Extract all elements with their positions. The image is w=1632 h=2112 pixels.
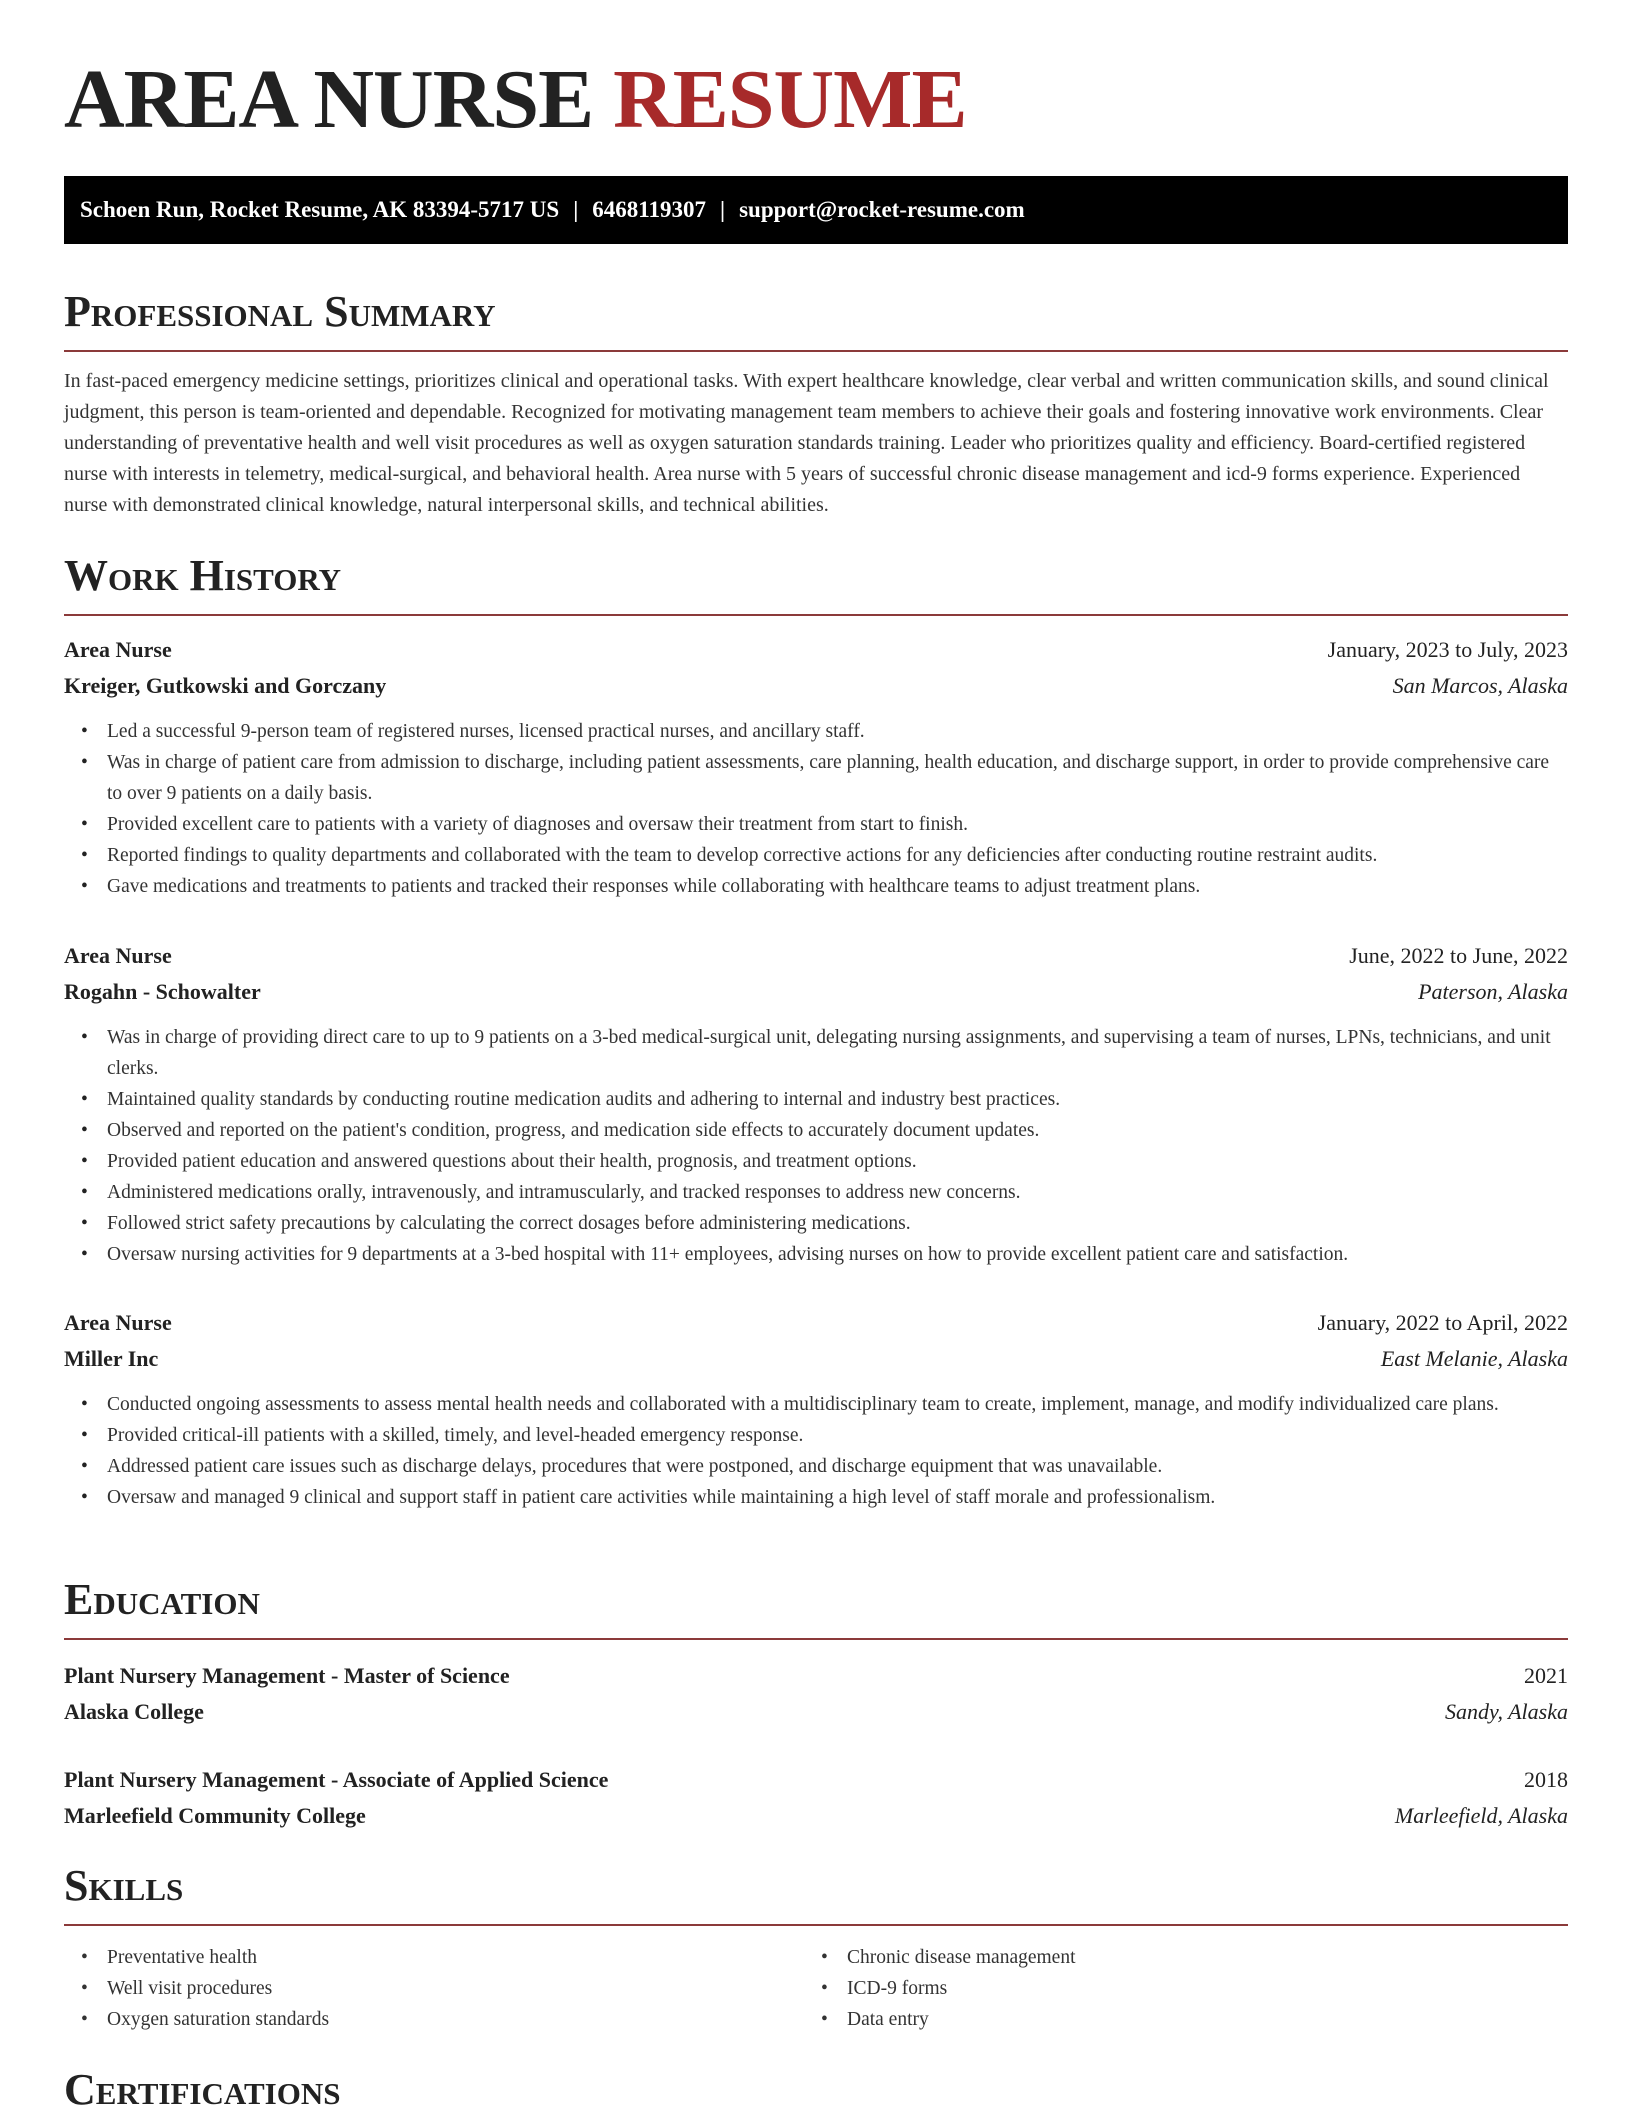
education-year: 2021 (1524, 1663, 1568, 1688)
list-item: • Oversaw and managed 9 clinical and support staff in patient care activities while maintaining a high level of staff morale and professionalism. (107, 1482, 1568, 1513)
list-item: • Provided patient education and answered questions about their health, prognosis, and treatment options. (107, 1146, 1568, 1177)
list-item: • Gave medications and treatments to patients and tracked their responses while collaborating with healthcare teams to adjust treatment plans. (107, 871, 1568, 902)
education-year: 2018 (1524, 1767, 1568, 1792)
list-item: • Preventative health (107, 1942, 764, 1973)
list-item: • Reported findings to quality departments and collaborated with the team to develop corrective actions for any deficiencies after conducting routine restraint audits. (107, 840, 1568, 871)
section-title-education: Education (64, 1575, 260, 1624)
contact-phone: 6468119307 (592, 197, 706, 222)
section-rule (64, 350, 1568, 352)
list-item: • Conducted ongoing assessments to assess mental health needs and collaborated with a multidisciplinary team to create, implement, manage, and modify individualized care plans. (107, 1389, 1568, 1420)
job-title: Area Nurse (64, 637, 172, 662)
job-dates: June, 2022 to June, 2022 (1349, 943, 1568, 968)
job-location: East Melanie, Alaska (1380, 1346, 1568, 1371)
contact-separator: | (720, 197, 726, 222)
skills-column-left (64, 1942, 764, 2035)
education-location: Marleefield, Alaska (1394, 1803, 1568, 1828)
title-main: AREA NURSE (64, 53, 594, 146)
job-bullets (64, 1022, 1568, 1270)
list-item: • Observed and reported on the patient's condition, progress, and medication side effects to accurately document updates. (107, 1115, 1568, 1146)
contact-email[interactable]: support@rocket-resume.com (739, 197, 1025, 222)
job-dates: January, 2023 to July, 2023 (1327, 637, 1568, 662)
list-item: • Led a successful 9-person team of registered nurses, licensed practical nurses, and ancillary staff. (107, 716, 1568, 747)
list-item: • Administered medications orally, intravenously, and intramuscularly, and tracked responses to address new concerns. (107, 1177, 1568, 1208)
list-item: • Was in charge of providing direct care to up to 9 patients on a 3-bed medical-surgical unit, delegating nursing assignments, and supervising a team of nurses, LPNs, technicians, and unit clerks. (107, 1022, 1568, 1084)
job-company: Miller Inc (64, 1346, 159, 1371)
education-school: Marleefield Community College (64, 1803, 366, 1828)
section-title-summary: Professional Summary (64, 287, 496, 336)
list-item: • Maintained quality standards by conducting routine medication audits and adhering to internal and industry best practices. (107, 1084, 1568, 1115)
section-title-skills: Skills (64, 1861, 184, 1910)
job-company: Kreiger, Gutkowski and Gorczany (64, 673, 387, 698)
section-rule (64, 1924, 1568, 1926)
list-item: • Provided excellent care to patients with a variety of diagnoses and oversaw their treatment from start to finish. (107, 809, 1568, 840)
list-item: • ICD-9 forms (847, 1973, 1504, 2004)
job-location: San Marcos, Alaska (1392, 673, 1568, 698)
contact-separator: | (573, 197, 579, 222)
job-bullets (64, 1389, 1568, 1513)
summary-text: In fast-paced emergency medicine settings, prioritizes clinical and operational tasks. With expert healthcare knowledge, clear verbal and written communication skills, and sound clinical judgment, this person is team-oriented and dependable. Recognized for motivating management team members to achieve their goals and fostering innovative work environments. Clear understanding of preventative health and well visit procedures as well as oxygen saturation standards training. Leader who prioritizes quality and efficiency. Board-certified registered nurse with interests in telemetry, medical-surgical, and behavioral health. Area nurse with 5 years of successful chronic disease management and icd-9 forms experience. Experienced nurse with demonstrated clinical knowledge, natural interpersonal skills, and technical abilities. (64, 370, 1549, 516)
job-entry (64, 938, 1568, 1270)
list-item: • Oversaw nursing activities for 9 departments at a 3-bed hospital with 11+ employees, advising nurses on how to provide excellent patient care and satisfaction. (107, 1239, 1568, 1270)
job-title: Area Nurse (64, 1310, 172, 1335)
list-item: • Followed strict safety precautions by calculating the correct dosages before administering medications. (107, 1208, 1568, 1239)
list-item: • Chronic disease management (847, 1942, 1504, 1973)
education-entry (64, 1658, 1568, 1730)
education-entry (64, 1762, 1568, 1834)
education-degree: Plant Nursery Management - Master of Science (64, 1663, 510, 1688)
education-location: Sandy, Alaska (1444, 1699, 1568, 1724)
list-item: • Oxygen saturation standards (107, 2004, 764, 2035)
contact-bar (64, 176, 1568, 244)
job-title: Area Nurse (64, 943, 172, 968)
title-accent: RESUME (613, 53, 967, 146)
list-item: • Provided critical-ill patients with a skilled, timely, and level-headed emergency response. (107, 1420, 1568, 1451)
section-rule (64, 614, 1568, 616)
section-rule (64, 1638, 1568, 1640)
job-bullets (64, 716, 1568, 902)
list-item: • Addressed patient care issues such as discharge delays, procedures that were postponed, and discharge equipment that was unavailable. (107, 1451, 1568, 1482)
skills-column-right (804, 1942, 1504, 2035)
list-item: • Well visit procedures (107, 1973, 764, 2004)
contact-address: Schoen Run, Rocket Resume, AK 83394-5717 US (80, 197, 560, 222)
section-title-certifications: Certifications (64, 2065, 341, 2112)
list-item: • Data entry (847, 2004, 1504, 2035)
job-entry (64, 632, 1568, 902)
job-location: Paterson, Alaska (1418, 979, 1568, 1004)
resume-title (64, 50, 967, 151)
job-company: Rogahn - Schowalter (64, 979, 261, 1004)
job-dates: January, 2022 to April, 2022 (1317, 1310, 1568, 1335)
job-entry (64, 1305, 1568, 1513)
education-degree: Plant Nursery Management - Associate of Applied Science (64, 1767, 609, 1792)
education-school: Alaska College (64, 1699, 204, 1724)
section-title-work: Work History (64, 551, 342, 600)
list-item: • Was in charge of patient care from admission to discharge, including patient assessments, care planning, health education, and discharge support, in order to provide comprehensive care to over 9 patients on a daily basis. (107, 747, 1568, 809)
